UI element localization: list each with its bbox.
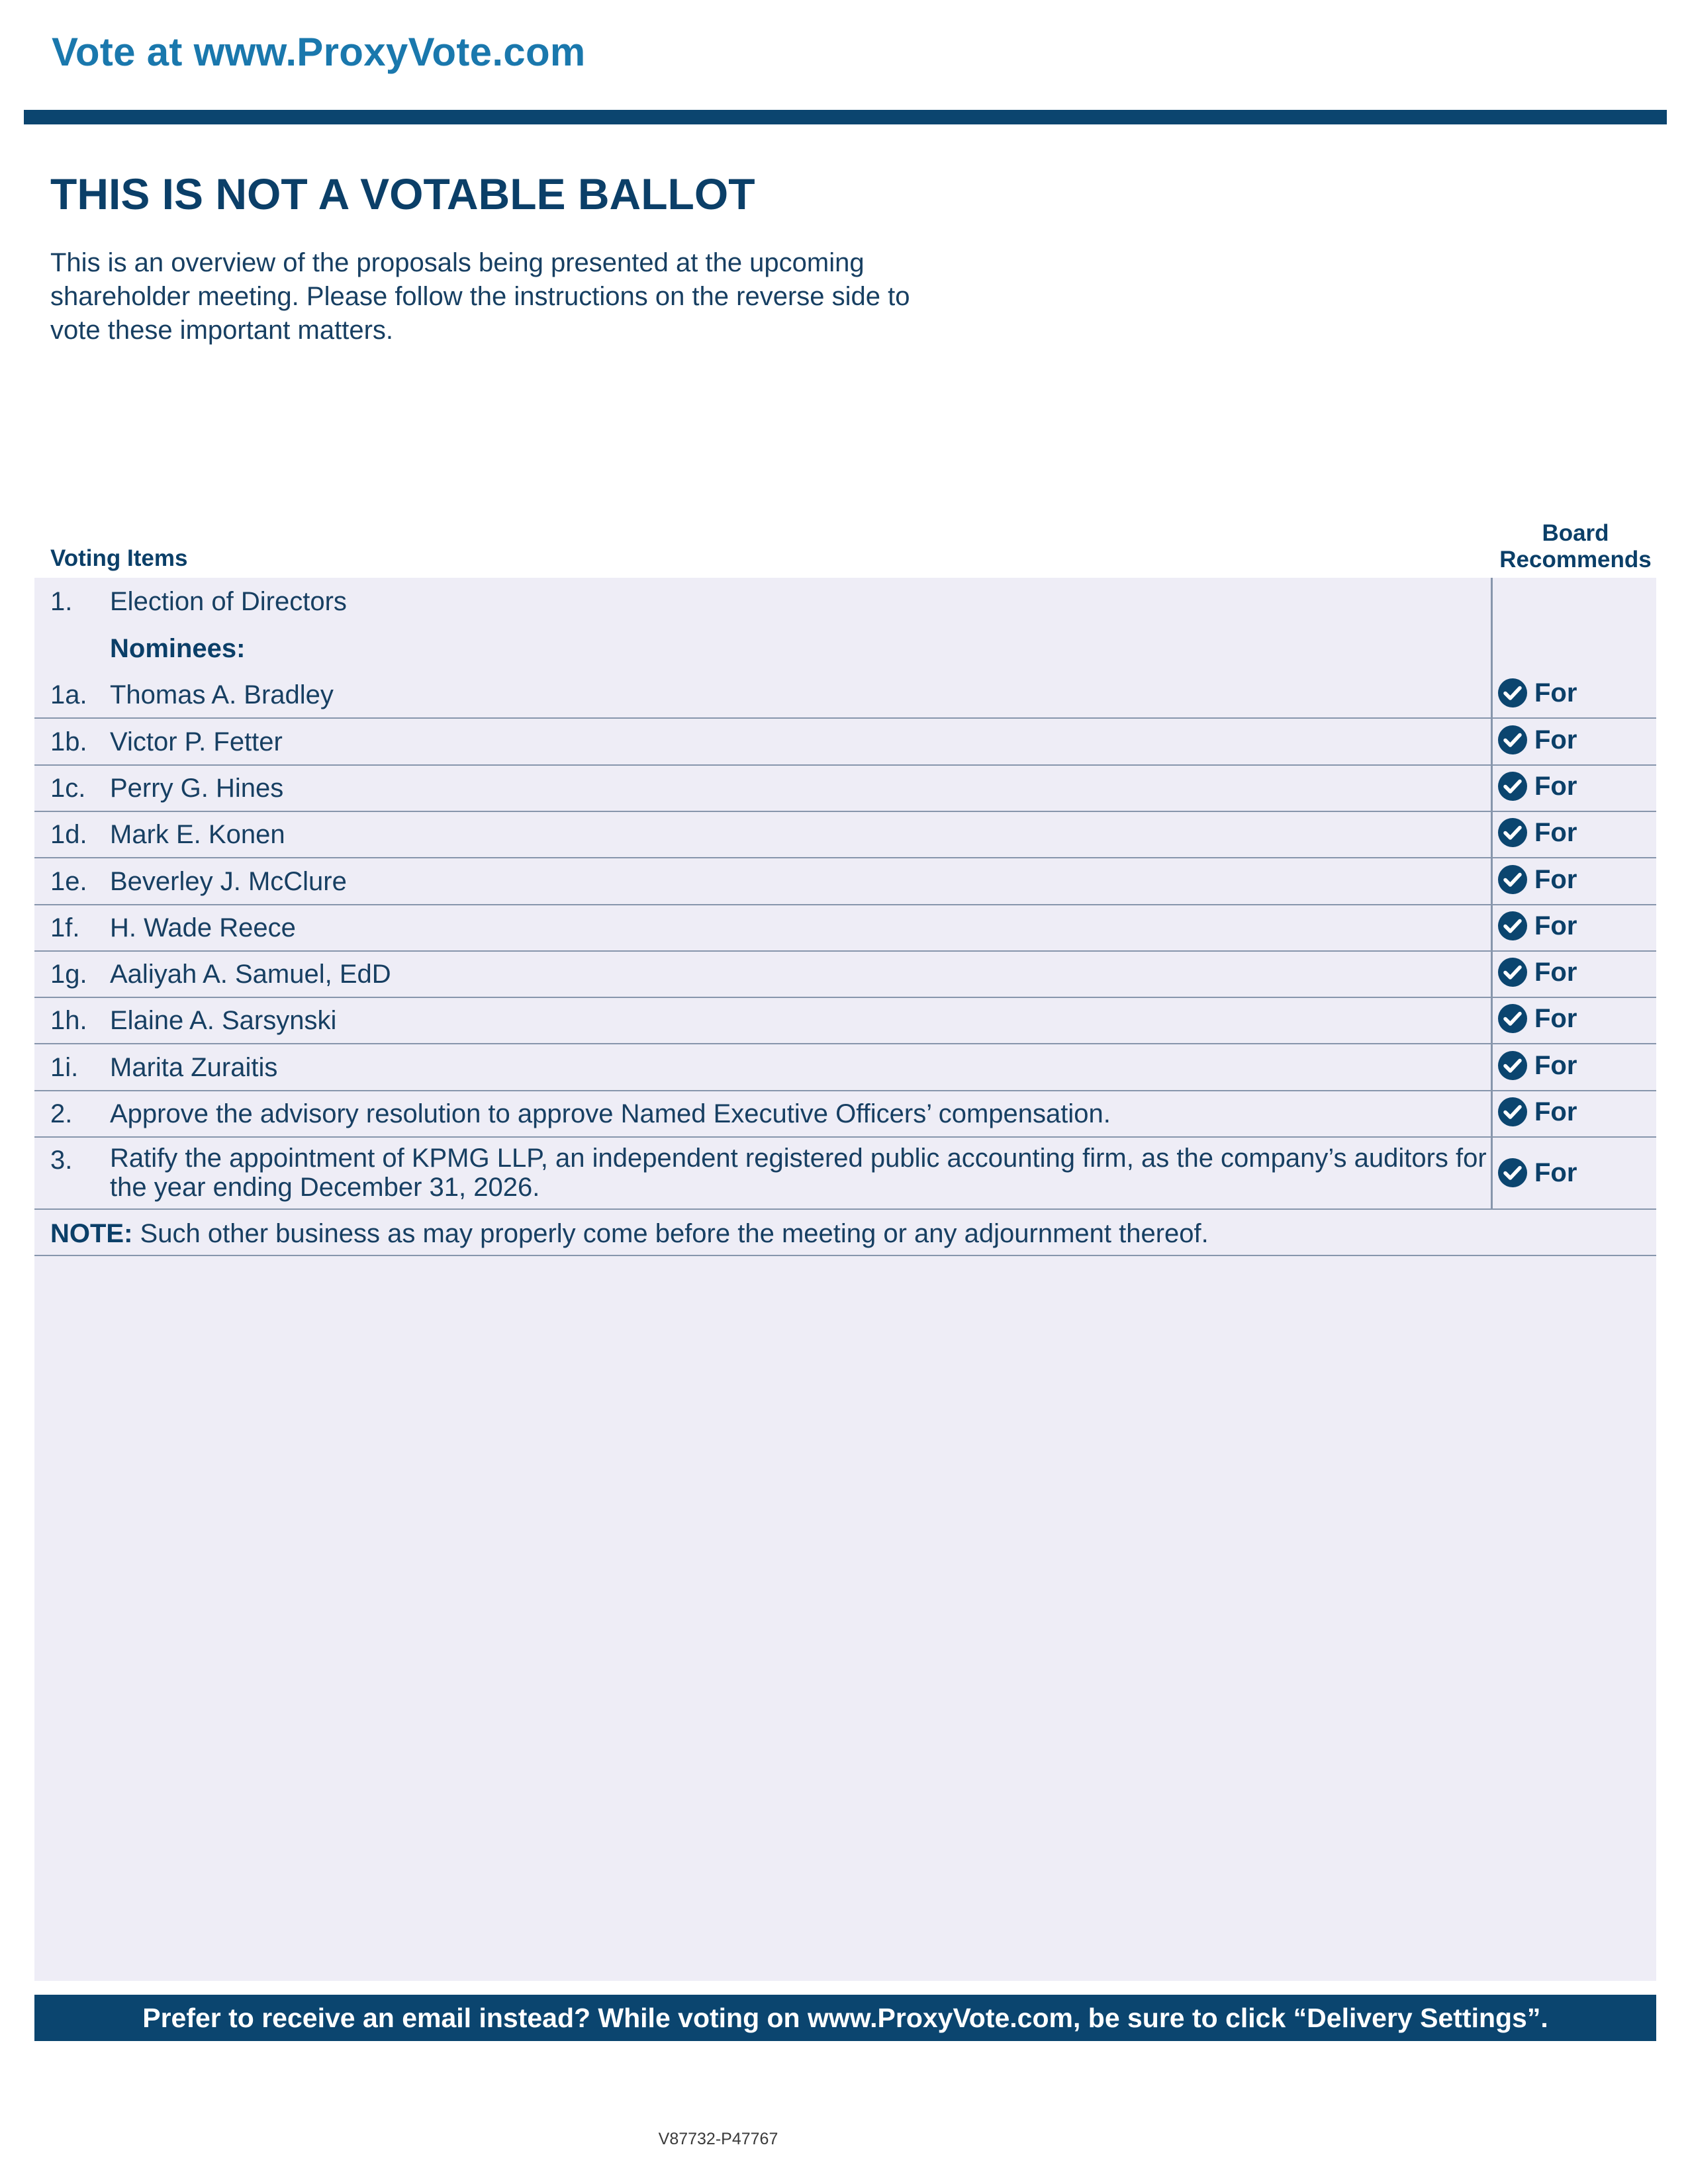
row-divider: [34, 1208, 1656, 1210]
item-number: 1g.: [50, 960, 87, 989]
header-divider: [24, 110, 1667, 124]
nominee-name: H. Wade Reece: [110, 913, 296, 942]
item-number: 1h.: [50, 1006, 87, 1035]
recommendation-label: For: [1534, 1158, 1577, 1187]
column-divider: [1491, 578, 1493, 1208]
item-number: 1d.: [50, 820, 87, 849]
recommendation: [1497, 1003, 1577, 1034]
check-circle-icon: [1497, 957, 1528, 987]
proxyvote-link[interactable]: Vote at www.ProxyVote.com: [52, 30, 586, 74]
check-circle-icon: [1497, 911, 1528, 941]
item-number: 2.: [50, 1099, 73, 1128]
item-number: 1a.: [50, 680, 87, 709]
recommendation: [1497, 771, 1577, 801]
recommendation-label: For: [1534, 1003, 1577, 1033]
note-label: NOTE:: [50, 1219, 133, 1248]
recommendation: [1497, 911, 1577, 941]
intro-paragraph: This is an overview of the proposals being presented at the upcoming shareholder meeting. Please follow the instructions on the reverse side to vote these important matters.: [50, 248, 910, 345]
recommendation-label: For: [1534, 771, 1577, 801]
check-circle-icon: [1497, 817, 1528, 848]
check-circle-icon: [1497, 1158, 1528, 1188]
board-recommends-header: Board Recommends: [1499, 520, 1652, 572]
check-circle-icon: [1497, 864, 1528, 895]
document-code: V87732-P47767: [658, 2130, 778, 2148]
item-text: Election of Directors: [110, 587, 347, 616]
row-divider: [34, 717, 1656, 719]
note-body: Such other business as may properly come before the meeting or any adjournment thereof.: [132, 1219, 1209, 1248]
recommendation: [1497, 1097, 1577, 1127]
nominee-name: Marita Zuraitis: [110, 1053, 278, 1082]
check-circle-icon: [1497, 1097, 1528, 1127]
nominee-name: Beverley J. McClure: [110, 867, 347, 896]
row-divider: [34, 1136, 1656, 1138]
nominee-name: Mark E. Konen: [110, 820, 285, 849]
row-divider: [34, 950, 1656, 952]
item-number: 1f.: [50, 913, 80, 942]
voting-items-header: Voting Items: [50, 545, 188, 571]
nominee-name: Perry G. Hines: [110, 774, 284, 803]
note-text: [50, 1219, 1209, 1249]
item-number: 1b.: [50, 727, 87, 756]
row-divider: [34, 1043, 1656, 1044]
nominee-name: Thomas A. Bradley: [110, 680, 334, 709]
recommendation: [1497, 817, 1577, 848]
banner-text: Prefer to receive an email instead? While voting on www.ProxyVote.com, be sure to click “Delivery Settings”.: [142, 2002, 1548, 2033]
recommendation-label: For: [1534, 1097, 1577, 1126]
recommendation-label: For: [1534, 678, 1577, 707]
row-divider: [34, 904, 1656, 905]
recommendation: [1497, 864, 1577, 895]
item-number: 1i.: [50, 1053, 79, 1082]
item-number: 1.: [50, 587, 73, 616]
nominee-name: Aaliyah A. Samuel, EdD: [110, 960, 391, 989]
check-circle-icon: [1497, 725, 1528, 755]
recommendation-label: For: [1534, 911, 1577, 940]
check-circle-icon: [1497, 678, 1528, 708]
nominee-name: Elaine A. Sarsynski: [110, 1006, 337, 1035]
proposal-text: Ratify the appointment of KPMG LLP, an independent registered public accounting firm, as the company’s auditors for the year ending December 31, 2026.: [110, 1144, 1487, 1202]
item-number: 3.: [50, 1146, 73, 1175]
recommendation-label: For: [1534, 1050, 1577, 1080]
delivery-settings-banner: [34, 1995, 1656, 2041]
recommendation: [1497, 1050, 1577, 1081]
recommendation: [1497, 1158, 1577, 1188]
recommendation-label: For: [1534, 725, 1577, 754]
check-circle-icon: [1497, 771, 1528, 801]
recommendation: [1497, 957, 1577, 987]
row-divider: [34, 811, 1656, 812]
item-number: 1c.: [50, 774, 86, 803]
row-divider: [34, 764, 1656, 766]
check-circle-icon: [1497, 1050, 1528, 1081]
check-circle-icon: [1497, 1003, 1528, 1034]
recommendation: [1497, 725, 1577, 755]
recommendation-label: For: [1534, 957, 1577, 987]
nominee-name: Victor P. Fetter: [110, 727, 283, 756]
item-number: 1e.: [50, 867, 87, 896]
recommendation-label: For: [1534, 817, 1577, 847]
nominees-label: Nominees:: [110, 634, 246, 663]
row-divider: [34, 1255, 1656, 1256]
row-divider: [34, 1090, 1656, 1091]
row-divider: [34, 857, 1656, 858]
page-title: THIS IS NOT A VOTABLE BALLOT: [50, 169, 755, 218]
proposal-text: Approve the advisory resolution to approve Named Executive Officers’ compensation.: [110, 1099, 1111, 1128]
recommendation-label: For: [1534, 864, 1577, 894]
row-divider: [34, 997, 1656, 998]
recommendation: [1497, 678, 1577, 708]
